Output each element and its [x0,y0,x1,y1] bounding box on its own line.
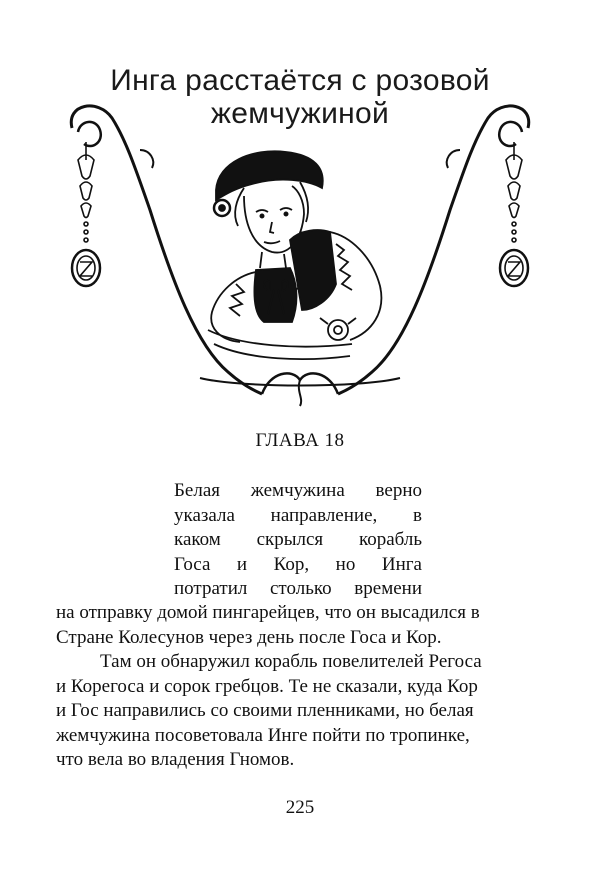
title-line-2: жемчужиной [210,97,390,130]
text-line: что вела во владения Гномов. [56,749,295,770]
text-line: Стране Колесунов через день после Госа и Кор. [56,626,442,648]
title-line-1: Инга расстаётся с розовой [110,64,490,97]
text-line: Там он обнаружил корабль повелителей Регоса [100,651,482,672]
left-pendant [72,142,100,286]
chapter-heading: ГЛАВА 18 [255,430,345,451]
text-line: каком скрылся корабль [174,529,422,550]
text-line: и Корегоса и сорок гребцов. Те не сказали, куда Кор [56,675,478,697]
text-line: Госа и Кор, но Инга [174,553,422,575]
text-line: и Гос направились со своими пленниками, но белая [56,700,474,721]
right-pendant [500,142,528,286]
body-text [56,601,546,773]
girl-figure [208,151,381,359]
chapter-title [60,64,540,130]
intro-paragraph [174,479,422,602]
page-number: 225 [285,797,315,818]
text-line: указала направление, в [174,504,422,526]
text-line: потратил столько времени [174,578,422,599]
chapter-illustration [0,0,600,410]
text-line: на отправку домой пингарейцев, что он высадился в [56,602,480,623]
text-line: Белая жемчужина верно [174,480,422,501]
text-line: жемчужина посоветовала Инге пойти по тропинке, [56,724,470,746]
